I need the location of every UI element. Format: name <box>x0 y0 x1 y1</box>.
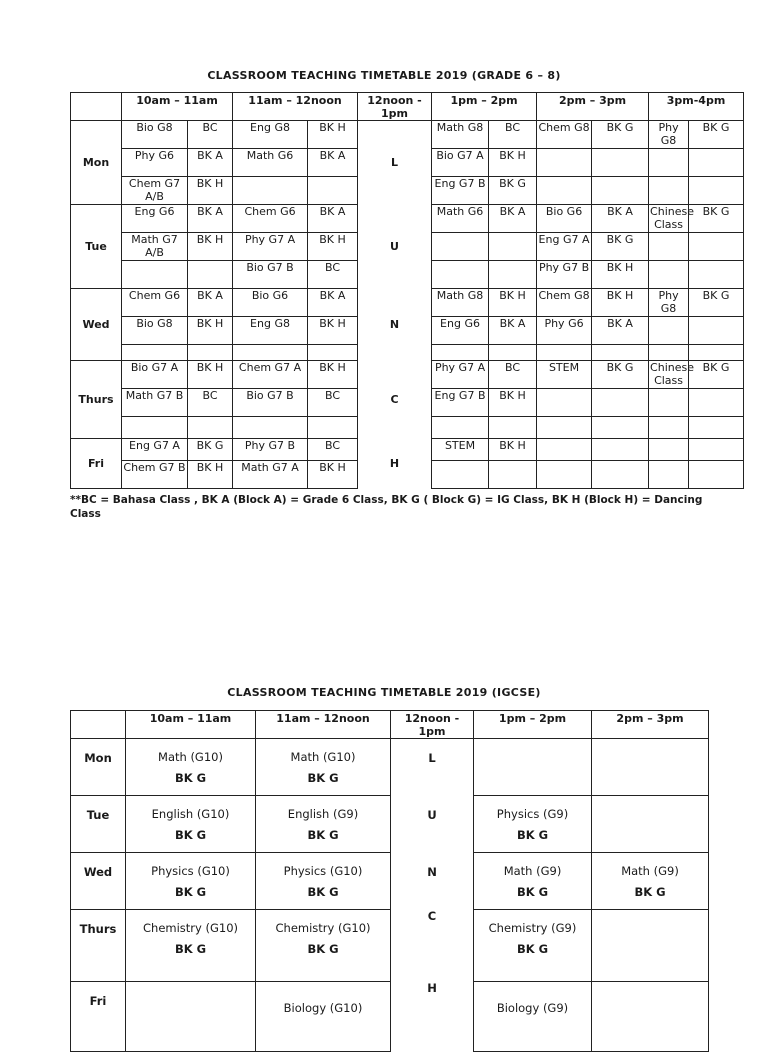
room-cell: BK H <box>308 461 358 489</box>
lunch-letter: L <box>391 739 474 796</box>
table-row <box>71 796 709 853</box>
subject-cell <box>649 261 689 289</box>
room-cell <box>592 389 649 417</box>
table-row <box>71 205 744 233</box>
day-label: Wed <box>71 289 122 361</box>
lunch-letter: H <box>391 982 474 1052</box>
subject-cell: Phy G6 <box>122 149 188 177</box>
subject-cell <box>537 439 592 461</box>
table-row <box>71 853 709 910</box>
room-cell: BC <box>188 121 233 149</box>
subject-cell <box>122 345 188 361</box>
room-cell <box>689 149 744 177</box>
room-cell: BK A <box>308 289 358 317</box>
room-cell: BK A <box>592 317 649 345</box>
day-label: Tue <box>71 205 122 289</box>
room-cell: BK H <box>308 361 358 389</box>
room-cell: BK A <box>308 149 358 177</box>
table-row <box>71 439 744 461</box>
subject-text: English (G10) <box>151 807 230 821</box>
room-cell <box>489 417 537 439</box>
subject-cell <box>537 461 592 489</box>
class-cell <box>256 853 391 910</box>
room-cell: BC <box>308 439 358 461</box>
room-cell: BC <box>188 389 233 417</box>
table-row <box>71 289 744 317</box>
header-day <box>71 711 126 739</box>
room-cell <box>188 345 233 361</box>
subject-cell <box>537 345 592 361</box>
room-cell: BK A <box>188 149 233 177</box>
room-cell: BK G <box>689 121 744 149</box>
day-label: Mon <box>71 121 122 205</box>
room-text: BK G <box>174 771 207 785</box>
room-cell <box>689 461 744 489</box>
room-cell: BK A <box>308 205 358 233</box>
class-cell <box>256 982 391 1052</box>
room-cell: BK A <box>188 205 233 233</box>
room-cell: BK A <box>489 317 537 345</box>
subject-cell: Bio G7 A <box>122 361 188 389</box>
room-cell: BK G <box>592 121 649 149</box>
subject-cell <box>432 233 489 261</box>
subject-cell: Bio G7 A <box>432 149 489 177</box>
header-slot: 10am – 11am <box>126 711 256 739</box>
room-cell <box>689 261 744 289</box>
class-cell <box>592 796 709 853</box>
subject-cell: Bio G8 <box>122 121 188 149</box>
subject-cell <box>649 149 689 177</box>
header-slot: 2pm – 3pm <box>592 711 709 739</box>
room-cell: BC <box>489 121 537 149</box>
lunch-letter: H <box>358 439 432 489</box>
room-cell <box>689 233 744 261</box>
header-slot: 2pm – 3pm <box>537 93 649 121</box>
room-text: BK G <box>174 942 207 956</box>
day-label: Tue <box>71 796 126 853</box>
room-cell <box>592 461 649 489</box>
subject-cell <box>432 417 489 439</box>
subject-cell: Phy G8 <box>649 121 689 149</box>
subject-cell <box>537 389 592 417</box>
room-text: BK G <box>307 885 339 899</box>
table-row <box>71 739 709 796</box>
class-cell <box>592 739 709 796</box>
room-cell <box>308 177 358 205</box>
subject-cell <box>122 417 188 439</box>
class-cell <box>592 853 709 910</box>
room-cell: BK H <box>592 261 649 289</box>
subject-cell: Eng G6 <box>432 317 489 345</box>
subject-cell <box>649 233 689 261</box>
subject-cell: Eng G8 <box>233 121 308 149</box>
table-row <box>71 982 709 1052</box>
room-cell: BK H <box>592 289 649 317</box>
class-cell <box>592 910 709 982</box>
room-cell: BK G <box>689 361 744 389</box>
lunch-letter: N <box>391 853 474 910</box>
class-cell <box>474 796 592 853</box>
day-label: Mon <box>71 739 126 796</box>
table-row <box>71 910 709 982</box>
header-lunch: 12noon - 1pm <box>358 93 432 121</box>
room-cell: BC <box>308 261 358 289</box>
subject-cell: Math G8 <box>432 121 489 149</box>
room-cell: BK H <box>489 289 537 317</box>
room-cell: BK H <box>188 233 233 261</box>
subject-cell: Chem G8 <box>537 289 592 317</box>
subject-text: Math (G9) <box>621 864 679 878</box>
subject-cell <box>649 345 689 361</box>
room-cell: BK H <box>188 361 233 389</box>
room-cell: BK H <box>308 233 358 261</box>
subject-cell: Chem G8 <box>537 121 592 149</box>
room-cell: BK H <box>308 317 358 345</box>
subject-cell: Bio G7 B <box>233 389 308 417</box>
class-cell <box>474 739 592 796</box>
room-cell <box>592 417 649 439</box>
subject-cell: Chem G7 B <box>122 461 188 489</box>
room-cell <box>489 461 537 489</box>
class-cell <box>474 910 592 982</box>
subject-cell: Math G7 B <box>122 389 188 417</box>
subject-cell: Math G7 A/B <box>122 233 188 261</box>
room-cell: BK H <box>489 389 537 417</box>
room-cell: BK A <box>592 205 649 233</box>
subject-cell: STEM <box>537 361 592 389</box>
subject-cell: Phy G7 A <box>432 361 489 389</box>
subject-cell: Eng G7 B <box>432 177 489 205</box>
subject-cell: Eng G8 <box>233 317 308 345</box>
room-cell <box>689 417 744 439</box>
igcse-timetable <box>70 710 709 1052</box>
lunch-letter: U <box>358 205 432 289</box>
day-label: Wed <box>71 853 126 910</box>
subject-cell <box>233 345 308 361</box>
subject-cell: Math G7 A <box>233 461 308 489</box>
subject-text: Biology (G10) <box>283 1001 363 1015</box>
subject-text: Chemistry (G9) <box>488 921 577 935</box>
subject-cell <box>233 177 308 205</box>
subject-cell <box>432 261 489 289</box>
subject-text: Biology (G9) <box>496 1001 569 1015</box>
room-cell <box>592 149 649 177</box>
room-cell <box>592 439 649 461</box>
header-slot: 10am – 11am <box>122 93 233 121</box>
subject-cell: Chem G7 A/B <box>122 177 188 205</box>
room-cell <box>689 317 744 345</box>
room-cell: BK G <box>689 289 744 317</box>
subject-cell: Bio G8 <box>122 317 188 345</box>
table1-title: CLASSROOM TEACHING TIMETABLE 2019 (GRADE 6 – 8) <box>207 69 561 82</box>
subject-cell <box>122 261 188 289</box>
room-cell: BK G <box>689 205 744 233</box>
class-cell <box>126 910 256 982</box>
subject-text: Math (G10) <box>290 750 356 764</box>
header-slot: 1pm – 2pm <box>474 711 592 739</box>
header-lunch: 12noon - 1pm <box>391 711 474 739</box>
subject-cell: Eng G7 B <box>432 389 489 417</box>
room-text: BK G <box>516 828 549 842</box>
class-cell <box>256 910 391 982</box>
room-cell <box>308 345 358 361</box>
room-cell <box>592 177 649 205</box>
lunch-letter: U <box>391 796 474 853</box>
subject-cell: Math G6 <box>432 205 489 233</box>
header-day <box>71 93 122 121</box>
class-cell <box>126 853 256 910</box>
room-cell: BK H <box>188 177 233 205</box>
room-cell: BC <box>308 389 358 417</box>
subject-cell: STEM <box>432 439 489 461</box>
room-cell: BK G <box>188 439 233 461</box>
subject-cell: Phy G6 <box>537 317 592 345</box>
lunch-letter: N <box>358 289 432 361</box>
header-slot: 11am – 12noon <box>256 711 391 739</box>
room-cell <box>689 345 744 361</box>
subject-cell: Bio G7 B <box>233 261 308 289</box>
room-text: BK G <box>307 942 339 956</box>
subject-text: Chemistry (G10) <box>143 921 238 935</box>
room-cell <box>188 417 233 439</box>
subject-cell <box>233 417 308 439</box>
subject-cell: Math G6 <box>233 149 308 177</box>
room-text: BK G <box>516 885 549 899</box>
class-cell <box>126 739 256 796</box>
header-slot: 3pm-4pm <box>649 93 744 121</box>
table-row <box>71 361 744 389</box>
subject-cell <box>432 345 489 361</box>
subject-text: Chemistry (G10) <box>275 921 371 935</box>
room-cell: BK G <box>489 177 537 205</box>
room-cell <box>489 261 537 289</box>
room-cell: BK A <box>188 289 233 317</box>
class-cell <box>256 796 391 853</box>
room-cell <box>689 439 744 461</box>
subject-cell: Chem G6 <box>233 205 308 233</box>
subject-cell <box>649 461 689 489</box>
lunch-letter: C <box>391 910 474 982</box>
subject-cell <box>537 417 592 439</box>
lunch-letter: L <box>358 121 432 205</box>
subject-cell: Bio G6 <box>537 205 592 233</box>
room-text: BK G <box>516 942 549 956</box>
subject-cell: Chinese Class <box>650 361 694 387</box>
subject-cell: Eng G7 A <box>122 439 188 461</box>
room-cell <box>689 389 744 417</box>
room-cell: BK H <box>188 461 233 489</box>
room-cell: BK H <box>489 149 537 177</box>
subject-cell: Chem G7 A <box>233 361 308 389</box>
class-cell <box>256 739 391 796</box>
subject-cell: Phy G8 <box>649 289 689 317</box>
room-cell <box>489 345 537 361</box>
class-cell <box>474 853 592 910</box>
room-cell: BK H <box>188 317 233 345</box>
subject-cell: Eng G7 A <box>537 233 592 261</box>
room-cell: BK H <box>489 439 537 461</box>
subject-cell: Eng G6 <box>122 205 188 233</box>
room-text: BK G <box>634 885 666 899</box>
room-cell <box>689 177 744 205</box>
subject-cell <box>649 439 689 461</box>
grade-6-8-timetable <box>70 92 744 489</box>
room-cell <box>592 345 649 361</box>
class-cell <box>126 982 256 1052</box>
day-label: Thurs <box>71 910 126 982</box>
legend-note: **BC = Bahasa Class , BK A (Block A) = Grade 6 Class, BK G ( Block G) = IG Class, BK H (Block H) = Dancing Class <box>70 494 703 520</box>
subject-cell: Phy G7 B <box>233 439 308 461</box>
room-text: BK G <box>307 828 339 842</box>
subject-cell: Bio G6 <box>233 289 308 317</box>
subject-cell <box>649 317 689 345</box>
subject-cell <box>649 177 689 205</box>
subject-text: Math (G9) <box>503 864 562 878</box>
subject-cell: Phy G7 B <box>537 261 592 289</box>
subject-cell <box>649 417 689 439</box>
subject-text: Physics (G9) <box>496 807 569 821</box>
subject-cell: Phy G7 A <box>233 233 308 261</box>
day-label: Thurs <box>71 361 122 439</box>
subject-cell <box>649 389 689 417</box>
room-cell: BC <box>489 361 537 389</box>
room-cell: BK H <box>308 121 358 149</box>
class-cell <box>592 982 709 1052</box>
subject-cell <box>432 461 489 489</box>
room-text: BK G <box>174 828 207 842</box>
room-cell <box>489 233 537 261</box>
subject-cell: Math G8 <box>432 289 489 317</box>
room-cell: BK A <box>489 205 537 233</box>
subject-text: Physics (G10) <box>151 864 230 878</box>
day-label: Fri <box>71 982 126 1052</box>
room-cell: BK G <box>592 361 649 389</box>
subject-cell <box>537 177 592 205</box>
class-cell <box>474 982 592 1052</box>
subject-cell: Chinese Class <box>650 205 694 231</box>
class-cell <box>126 796 256 853</box>
room-text: BK G <box>174 885 207 899</box>
room-cell <box>188 261 233 289</box>
table-row <box>71 121 744 149</box>
day-label: Fri <box>71 439 122 489</box>
room-cell: BK G <box>592 233 649 261</box>
lunch-letter: C <box>358 361 432 439</box>
header-slot: 1pm – 2pm <box>432 93 537 121</box>
header-slot: 11am – 12noon <box>233 93 358 121</box>
table2-title: CLASSROOM TEACHING TIMETABLE 2019 (IGCSE) <box>227 686 541 699</box>
subject-cell: Chem G6 <box>122 289 188 317</box>
subject-cell <box>537 149 592 177</box>
subject-text: English (G9) <box>287 807 359 821</box>
room-cell <box>308 417 358 439</box>
subject-text: Math (G10) <box>158 750 223 764</box>
room-text: BK G <box>307 771 339 785</box>
subject-text: Physics (G10) <box>283 864 363 878</box>
